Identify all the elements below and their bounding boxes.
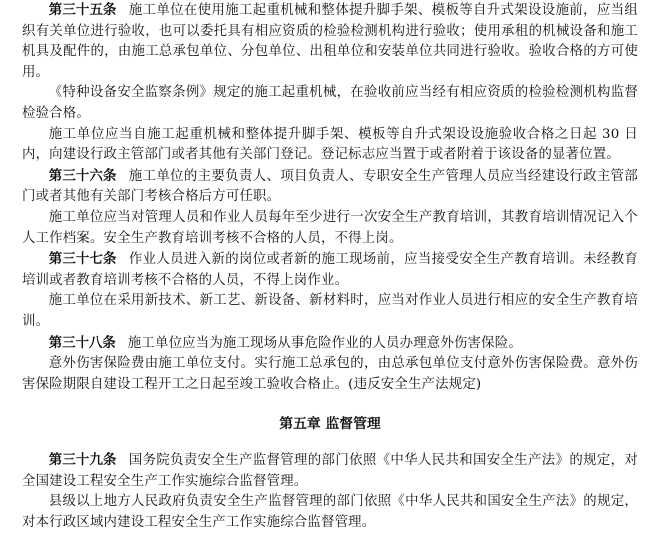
article-36-label: 第三十六条: [48, 167, 117, 184]
article-37-paragraph-2: 施工单位在采用新技术、新工艺、新设备、新材料时，应当对作业人员进行相应的安全生产教育培训。: [22, 293, 638, 329]
article-39-paragraph-2: 县级以上地方人民政府负责安全生产监督管理的部门依照《中华人民共和国安全生产法》的规定，对本行政区域内建设工程安全生产工作实施综合监督管理。: [22, 494, 638, 531]
article-35-paragraph-2: 《特种设备安全监察条例》规定的施工起重机械，在验收前应当经有相应资质的检验检测机构监督检验合格。: [22, 85, 638, 121]
chapter-5-heading: 第五章 监督管理: [279, 416, 381, 433]
article-35-paragraph-1: [22, 0, 638, 83]
article-39-text-1: 国务院负责安全生产监督管理的部门依照《中华人民共和国安全生产法》的规定，对全国建设工程安全生产工作实施综合监督管理。: [22, 453, 638, 489]
article-36-paragraph-2: 施工单位应当对管理人员和作业人员每年至少进行一次安全生产教育培训，其教育培训情况记入个人工作档案。安全生产教育培训考核不合格的人员，不得上岗。: [22, 209, 638, 246]
article-39-paragraph-1: [22, 450, 638, 492]
article-35-label: 第三十五条: [48, 2, 117, 18]
article-37-text-1: 作业人员进入新的岗位或者新的施工现场前，应当接受安全生产教育培训。未经教育培训或者教育培训考核不合格的人员，不得上岗作业。: [22, 252, 638, 288]
article-38-paragraph-2: 意外伤害保险费由施工单位支付。实行施工总承包的，由总承包单位支付意外伤害保险费。意外伤害保险期限自建设工程开工之日起至竣工验收合格止。(违反安全生产法规定): [22, 356, 638, 392]
article-39-label: 第三十九条: [48, 452, 117, 469]
article-37-paragraph-1: [22, 249, 638, 291]
article-35-paragraph-3: 施工单位应当自施工起重机械和整体提升脚手架、模板等自升式架设设施验收合格之日起 30 日内，向建设行政主管部门或者其他有关部门登记。登记标志应当置于或者附着于该设备的显著位置。: [22, 126, 638, 163]
article-38-text-1: 施工单位应当为施工现场从事危险作业的人员办理意外伤害保险。: [127, 335, 522, 351]
article-36-paragraph-1: [22, 166, 638, 208]
article-35-text-1: 施工单位在使用施工起重机械和整体提升脚手架、模板等自升式架设设施前，应当组织有关单位进行验收，也可以委托具有相应资质的检验检测机构进行验收；使用承租的机械设备和施工机具及配件的，由施工总承包单位、分包单位、出租单位和安装单位共同进行验收。验收合格的方可使用。: [22, 3, 638, 80]
article-37-label: 第三十七条: [48, 251, 117, 268]
document-page: [22, 0, 638, 534]
article-38-paragraph-1: [22, 333, 638, 355]
article-38-label: 第三十八条: [48, 334, 116, 351]
article-36-text-1: 施工单位的主要负责人、项目负责人、专职安全生产管理人员应当经建设行政主管部门或者其他有关部门考核合格后方可任职。: [22, 168, 638, 205]
